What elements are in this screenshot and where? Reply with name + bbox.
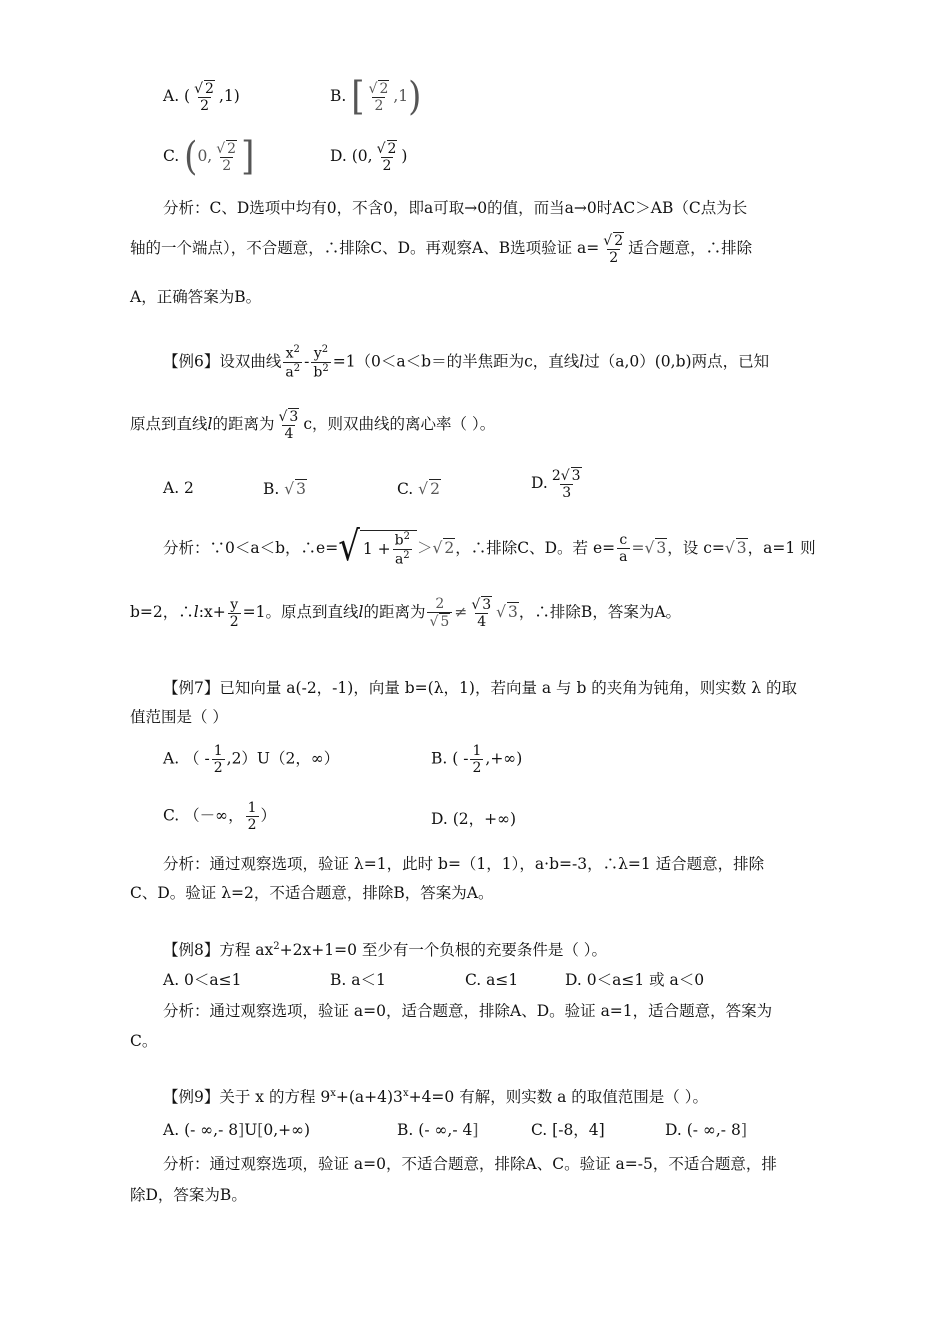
- ex9-option-c: C. [-8，4]: [531, 1121, 605, 1139]
- ex8-analysis-line1: 分析：通过观察选项，验证 a=0，适合题意，排除A、D。验证 a=1，适合题意，答案为: [163, 1002, 773, 1020]
- ex5-analysis-line3: A，正确答案为B。: [130, 288, 262, 306]
- sqrt3-over-4: $\frac{√ 3}{4}$: [471, 597, 492, 631]
- ex6-analysis-line1: 分析：∵0＜a＜b，∴e= √ 1 + $\frac{b^2}{a^2}$ ＞√ 2，∴排除C、D。若 e= $\frac{c}{a}$ =√ 3，设 c=√ 3，a=1 则: [163, 522, 816, 571]
- ex6-option-d: D. $\frac{2√ 3}{3}$: [531, 467, 586, 501]
- ex6-analysis-line2: b=2，∴l:x+ $\frac{y}{2}$ =1。原点到直线l的距离为 $\frac{2}{√ 5}$ ≠ $\frac{√ 3}{4}$ √ 3，∴排除B，答案为A。: [130, 596, 682, 631]
- sqrt2-over-2: $\frac{√ 2}{2}$: [376, 141, 397, 175]
- ex6-option-c: C. √ 2: [397, 480, 440, 498]
- y-over-2: $\frac{y}{2}$: [229, 596, 239, 630]
- left-paren-icon: (: [184, 134, 198, 181]
- right-bracket-icon: ]: [472, 1121, 479, 1139]
- right-bracket-icon: ]: [740, 1121, 747, 1139]
- ex7-question-line1: 【例7】已知向量 a(-2，-1)，向量 b=(λ，1)，若向量 a 与 b 的夹角为钝角，则实数 λ 的取: [163, 679, 797, 697]
- ex9-analysis-line2: 除D，答案为B。: [130, 1186, 247, 1204]
- c-over-a: $\frac{c}{a}$: [619, 532, 628, 566]
- ex5-analysis-line1: 分析：C、D选项中均有0，不含0，即a可取→0的值，而当a→0时AC＞AB（C点为长: [163, 199, 748, 217]
- ex7-option-b: B. ( - $\frac{1}{2}$ ,+∞): [431, 743, 523, 777]
- left-bracket-icon: [: [351, 74, 365, 121]
- ex5-option-a: A. ( $\frac{√ 2}{2}$ ,1): [163, 81, 240, 115]
- sqrt-expression: √ 1 + $\frac{b^2}{a^2}$: [338, 530, 417, 568]
- sqrt2-over-2: $\frac{√ 2}{2}$: [194, 81, 214, 115]
- ex9-analysis-line1: 分析：通过观察选项，验证 a=0，不适合题意，排除A、C。验证 a=-5，不适合题意，排: [163, 1155, 777, 1173]
- ex7-question-line2: 值范围是（ ）: [130, 708, 228, 726]
- ex7-option-c: C. （－∞， $\frac{1}{2}$ ）: [163, 800, 277, 834]
- x2-over-a2: $\frac{x^2}{a^2}$: [285, 344, 301, 381]
- ex8-analysis-line2: C。: [130, 1032, 158, 1050]
- ex5-option-d: D. (0, $\frac{√ 2}{2}$ ): [330, 141, 408, 175]
- sqrt2-over-2: $\frac{√ 2}{2}$: [603, 233, 624, 267]
- ex8-option-c: C. a≤1: [465, 971, 519, 989]
- ex9-option-d: D. (- ∞,- 8]: [665, 1121, 747, 1139]
- ex8-option-b: B. a＜1: [330, 971, 386, 989]
- left-bracket-icon: [: [257, 1121, 264, 1139]
- one-half: $\frac{1}{2}$: [247, 800, 257, 834]
- y2-over-b2: $\frac{y^2}{b^2}$: [313, 344, 329, 381]
- right-bracket-icon: ]: [238, 1121, 245, 1139]
- ex8-option-d: D. 0＜a≤1 或 a＜0: [565, 971, 705, 989]
- ex5-option-c: C. (0, $\frac{√ 2}{2}$ ]: [163, 134, 255, 181]
- ex6-question-line2: 原点到直线l的距离为 $\frac{√ 3}{4}$ c，则双曲线的离心率（ ）。: [130, 409, 496, 443]
- ex7-analysis-line1: 分析：通过观察选项，验证 λ=1，此时 b=（1，1），a·b=-3，∴λ=1 适合题意，排除: [163, 855, 765, 873]
- right-paren-icon: ): [408, 74, 422, 121]
- ex9-question: 【例9】关于 x 的方程 $9^x+(a+4)3^x+4=0$ 有解，则实数 a 的取值范围是（ ）。: [163, 1088, 708, 1107]
- one-half: $\frac{1}{2}$: [213, 743, 223, 777]
- one-half: $\frac{1}{2}$: [472, 743, 482, 777]
- ex5-analysis-line2: 轴的一个端点），不合题意，∴排除C、D。再观察A、B选项验证 a= $\frac{√ 2}{2}$ 适合题意，∴排除: [130, 233, 753, 267]
- ex9-option-a: A. (- ∞,- 8]U[0,+∞): [163, 1121, 311, 1139]
- sqrt2-over-2: $\frac{√ 2}{2}$: [368, 81, 389, 115]
- ex7-option-a: A. （ - $\frac{1}{2}$ ,2）U（2，∞）: [163, 743, 340, 777]
- ex6-option-a: A. 2: [163, 479, 194, 497]
- 2-over-sqrt5: $\frac{2}{√ 5}$: [427, 596, 452, 630]
- ex8-option-a: A. 0＜a≤1: [163, 971, 242, 989]
- sqrt3-over-4: $\frac{√ 3}{4}$: [278, 409, 299, 443]
- 2sqrt3-over-3: $\frac{2√ 3}{3}$: [551, 468, 581, 502]
- ex7-analysis-line2: C、D。验证 λ=2，不适合题意，排除B，答案为A。: [130, 884, 494, 902]
- ex6-question-line1: 【例6】设双曲线 $\frac{x^2}{a^2}$ - $\frac{y^2}{b^2}$ =1（0＜a＜b＝的半焦距为c，直线l过（a,0）(0,b)两点，已知: [163, 344, 770, 381]
- ex8-question: 【例8】方程 $ax^2+2x+1=0$ 至少有一个负根的充要条件是（ ）。: [163, 941, 608, 960]
- ex7-option-d: D. (2，+∞): [431, 810, 517, 828]
- ex6-option-b: B. √ 3: [263, 480, 307, 498]
- ex9-option-b: B. (- ∞,- 4]: [397, 1121, 479, 1139]
- ex5-option-b: B. [ $\frac{√ 2}{2}$ ,1): [330, 74, 422, 121]
- sqrt2-over-2: $\frac{√ 2}{2}$: [216, 141, 237, 175]
- right-bracket-icon: ]: [241, 134, 255, 181]
